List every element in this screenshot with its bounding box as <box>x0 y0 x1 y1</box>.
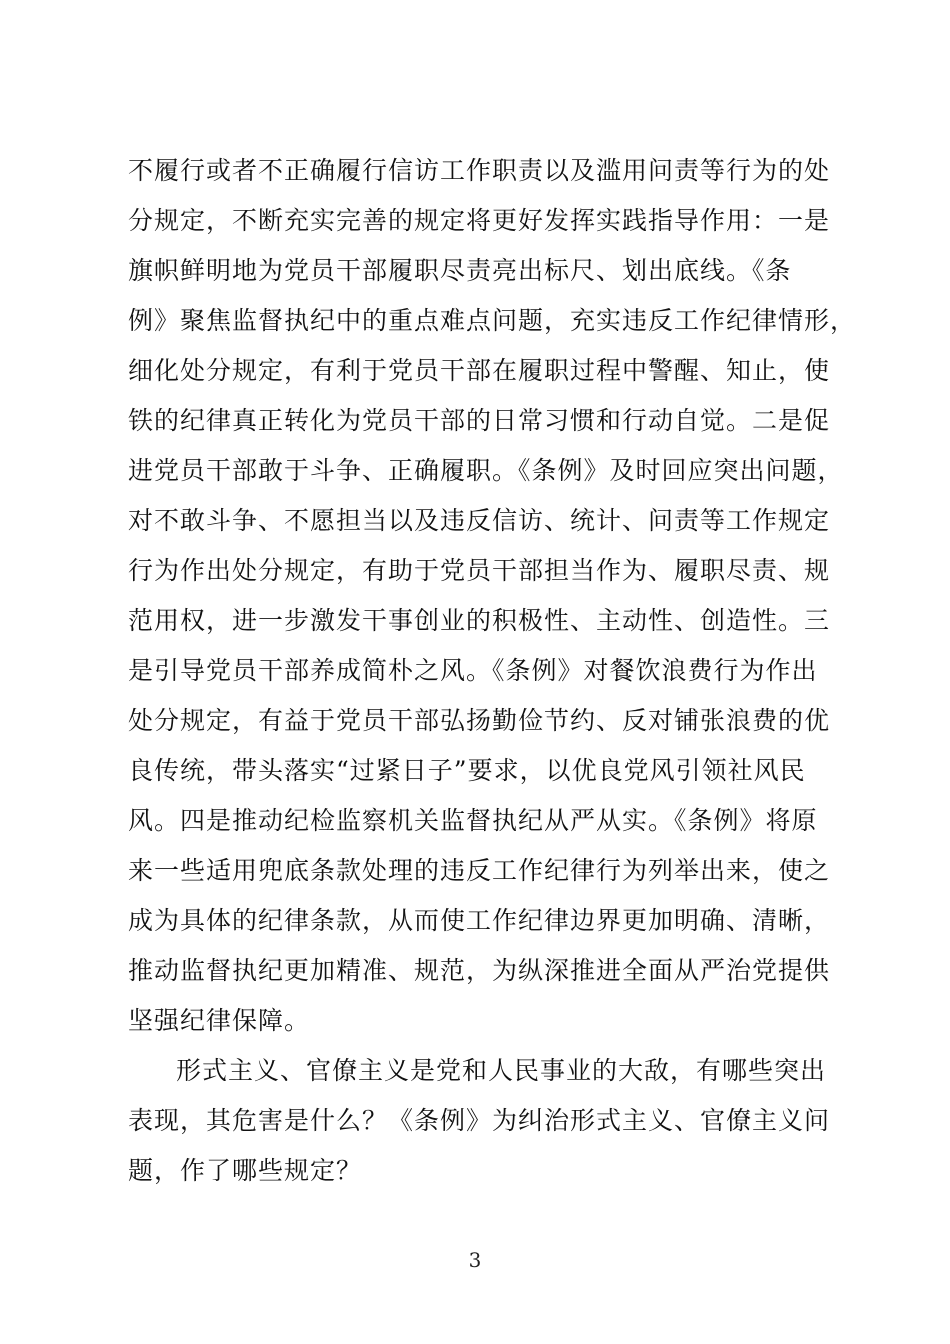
text-line: 是引导党员干部养成简朴之风。《条例》对餐饮浪费行为作出 <box>128 656 818 685</box>
text-line: 旗帜鲜明地为党员干部履职尽责亮出标尺、划出底线。《条 <box>128 256 792 285</box>
text-line: 坚强纪律保障。 <box>128 1006 311 1035</box>
text-line: 推动监督执纪更加精准、规范，为纵深推进全面从严治党提供 <box>128 956 831 985</box>
text-line: 进党员干部敢于斗争、正确履职。《条例》及时回应突出问题， <box>128 456 844 485</box>
text-line: 成为具体的纪律条款，从而使工作纪律边界更加明确、清晰， <box>128 906 831 935</box>
body-paragraph-2 <box>128 1046 831 1196</box>
text-line: 风。四是推动纪检监察机关监督执纪从严从实。《条例》将原 <box>128 806 818 835</box>
text-line: 铁的纪律真正转化为党员干部的日常习惯和行动自觉。二是促 <box>128 406 831 435</box>
text-line: 处分规定，有益于党员干部弘扬勤俭节约、反对铺张浪费的优 <box>128 706 831 735</box>
text-line: 对不敢斗争、不愿担当以及违反信访、统计、问责等工作规定 <box>128 506 831 535</box>
text-line: 范用权，进一步激发干事创业的积极性、主动性、创造性。三 <box>128 606 831 635</box>
page-number: 3 <box>468 1248 482 1272</box>
text-line: 表现，其危害是什么？《条例》为纠治形式主义、官僚主义问 <box>128 1106 831 1135</box>
text-line: 行为作出处分规定，有助于党员干部担当作为、履职尽责、规 <box>128 556 831 585</box>
text-line: 例》聚焦监督执纪中的重点难点问题，充实违反工作纪律情形， <box>128 306 857 335</box>
text-line: 不履行或者不正确履行信访工作职责以及滥用问责等行为的处 <box>128 156 831 185</box>
text-line: 细化处分规定，有利于党员干部在履职过程中警醒、知止，使 <box>128 356 831 385</box>
text-line: 题，作了哪些规定？ <box>128 1156 363 1185</box>
text-line: 分规定，不断充实完善的规定将更好发挥实践指导作用：一是 <box>128 206 831 235</box>
text-line: 形式主义、官僚主义是党和人民事业的大敌，有哪些突出 <box>176 1056 827 1085</box>
body-paragraph-1 <box>128 146 857 1046</box>
text-line: 良传统，带头落实“过紧日子”要求，以优良党风引领社风民 <box>128 756 806 785</box>
text-line: 来一些适用兜底条款处理的违反工作纪律行为列举出来，使之 <box>128 856 831 885</box>
